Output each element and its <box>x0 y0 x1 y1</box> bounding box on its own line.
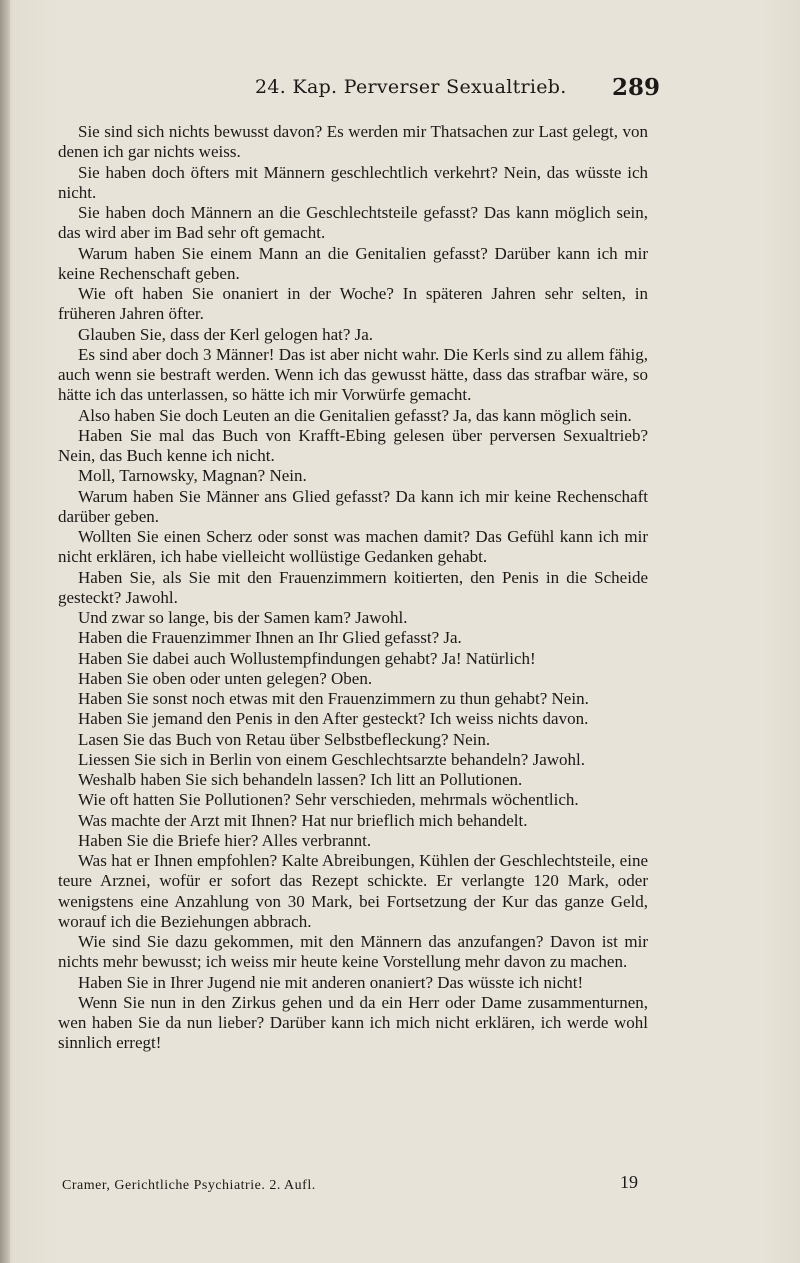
paragraph: Sie haben doch Männern an die Geschlechtsteile gefasst? Das kann möglich sein, das wird aber im Bad sehr oft gemacht. <box>58 203 648 243</box>
paragraph: Glauben Sie, dass der Kerl gelogen hat? Ja. <box>78 324 374 344</box>
paragraph: Wie oft hatten Sie Pollutionen? Sehr verschieden, mehrmals wöchentlich. <box>78 790 579 810</box>
paragraph: Wie sind Sie dazu gekommen, mit den Männern das anzufangen? Davon ist mir nichts mehr bewusst; ich weiss mir heute keine Vorstellung mehr davon zu machen. <box>58 932 648 972</box>
paragraph: Haben Sie oben oder unten gelegen? Oben. <box>78 668 373 688</box>
paragraph: Haben Sie sonst noch etwas mit den Frauenzimmern zu thun gehabt? Nein. <box>78 689 589 708</box>
paragraph: Haben Sie mal das Buch von Krafft-Ebing gelesen über perversen Sexualtrieb? Nein, das Buch kenne ich nicht. <box>58 425 648 465</box>
paragraph: Es sind aber doch 3 Männer! Das ist aber nicht wahr. Die Kerls sind zu allem fähig, auch wenn sie bestraft werden. Wenn ich das gewusst hätte, dass das strafbar wäre, so hätte ich das unterlassen, so hätte ich mir Vorwürfe gemacht. <box>58 344 648 405</box>
paragraph: Lasen Sie das Buch von Retau über Selbstbefleckung? Nein. <box>78 729 491 749</box>
page-number: 289 <box>611 74 660 101</box>
paragraph: Haben Sie dabei auch Wollustempfindungen gehabt? Ja! Natürlich! <box>78 648 536 668</box>
paragraph: Sie sind sich nichts bewusst davon? Es werden mir Thatsachen zur Last gelegt, von denen ich gar nichts weiss. <box>58 122 648 162</box>
page-footer <box>58 1172 648 1198</box>
paragraph: Moll, Tarnowsky, Magnan? Nein. <box>78 466 307 486</box>
paragraph: Liessen Sie sich in Berlin von einem Geschlechtsarzte behandeln? Jawohl. <box>78 749 586 769</box>
paragraph: Haben Sie die Briefe hier? Alles verbrannt. <box>78 830 372 850</box>
paragraph: Also haben Sie doch Leuten an die Genitalien gefasst? Ja, das kann möglich sein. <box>78 405 632 425</box>
paragraph: Haben Sie in Ihrer Jugend nie mit anderen onaniert? Das wüsste ich nicht! <box>78 972 584 992</box>
paragraph: Haben Sie jemand den Penis in den After gesteckt? Ich weiss nichts davon. <box>78 709 589 729</box>
paragraph: Was machte der Arzt mit Ihnen? Hat nur brieflich mich behandelt. <box>78 810 528 830</box>
paragraph: Warum haben Sie Männer ans Glied gefasst? Da kann ich mir keine Rechenschaft darüber geben. <box>58 486 648 526</box>
paragraph: Wollten Sie einen Scherz oder sonst was machen damit? Das Gefühl kann ich mir nicht erklären, ich habe vielleicht wollüstige Gedanken gehabt. <box>58 527 648 567</box>
paragraph: Haben Sie, als Sie mit den Frauenzimmern koitierten, den Penis in die Scheide gesteckt? Jawohl. <box>58 567 648 607</box>
sheet-signature: 19 <box>620 1172 638 1192</box>
running-header <box>0 76 800 106</box>
page-spine-shadow <box>0 0 10 1263</box>
paragraph: Warum haben Sie einem Mann an die Genitalien gefasst? Darüber kann ich mir keine Rechenschaft geben. <box>58 243 648 283</box>
paragraph: Wie oft haben Sie onaniert in der Woche? In späteren Jahren sehr selten, in früheren Jahren öfter. <box>58 284 648 324</box>
chapter-title: 24. Kap. Perverser Sexualtrieb. <box>255 76 567 98</box>
paragraph: Wenn Sie nun in den Zirkus gehen und da ein Herr oder Dame zusammenturnen, wen haben Sie da nun lieber? Darüber kann ich mich nicht erklären, ich werde wohl sinnlich erregt! <box>58 992 648 1053</box>
book-reference: Cramer, Gerichtliche Psychiatrie. 2. Aufl. <box>62 1178 316 1193</box>
paragraph: Was hat er Ihnen empfohlen? Kalte Abreibungen, Kühlen der Geschlechtsteile, eine teure Arznei, wofür er sofort das Rezept schickte. Er verlangte 120 Mark, oder wenigstens eine Anzahlung von 30 Mark, bei Fortsetzung der Kur das ganze Geld, worauf ich die Beziehungen abbrach. <box>58 851 648 931</box>
paragraph: Sie haben doch öfters mit Männern geschlechtlich verkehrt? Nein, das wüsste ich nicht. <box>58 162 648 202</box>
paragraph: Und zwar so lange, bis der Samen kam? Jawohl. <box>78 608 408 627</box>
paragraph: Haben die Frauenzimmer Ihnen an Ihr Glied gefasst? Ja. <box>78 628 462 648</box>
paragraph: Weshalb haben Sie sich behandeln lassen? Ich litt an Pollutionen. <box>78 770 523 789</box>
body-text <box>58 122 648 1054</box>
